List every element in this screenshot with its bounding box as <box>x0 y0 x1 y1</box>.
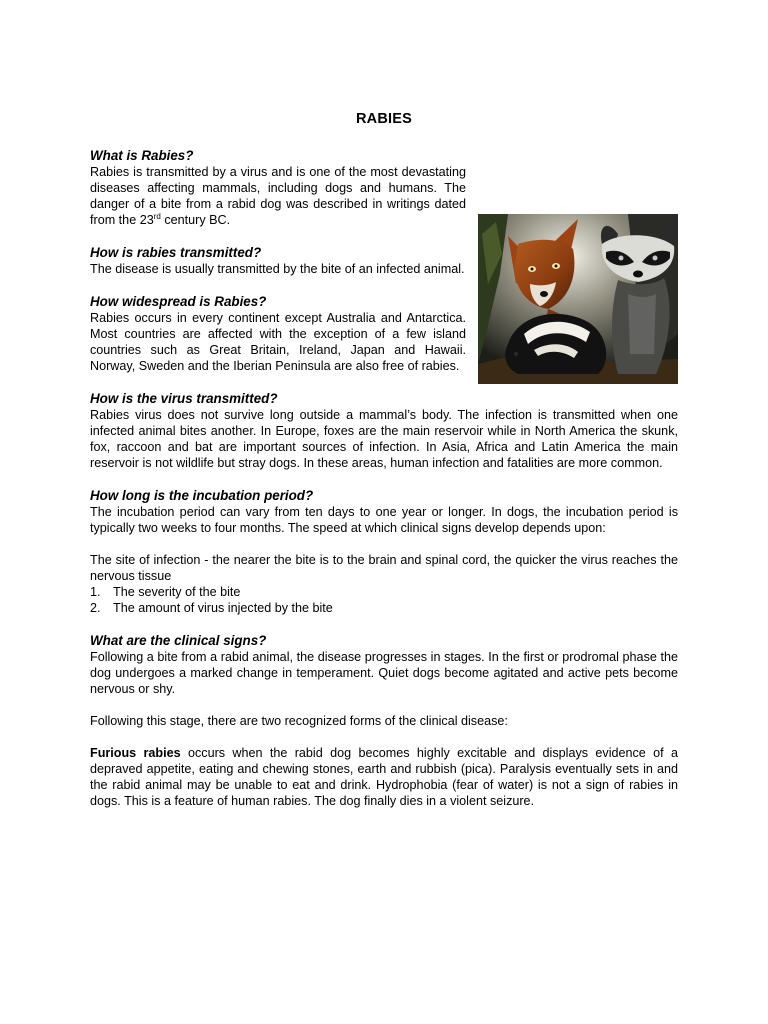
list-number: 2. <box>90 601 101 615</box>
list-item <box>90 600 678 616</box>
section-heading: How is the virus transmitted? <box>90 391 278 406</box>
section-how-widespread <box>90 293 466 374</box>
numbered-list <box>90 584 678 616</box>
section-text <box>90 745 678 809</box>
document-body <box>90 147 678 825</box>
section-heading: How widespread is Rabies? <box>90 294 267 309</box>
list-text: The amount of virus injected by the bite <box>113 601 333 615</box>
section-heading: What are the clinical signs? <box>90 633 267 648</box>
bold-term: Furious rabies <box>90 746 181 760</box>
section-how-transmitted <box>90 244 466 277</box>
section-text: The disease is usually transmitted by the bite of an infected animal. <box>90 262 465 276</box>
section-text: The site of infection - the nearer the bite is to the brain and spinal cord, the quicker the virus reaches the nervous tissue <box>90 553 678 583</box>
text-part: century BC. <box>160 213 231 227</box>
section-text: Following a bite from a rabid animal, the disease progresses in stages. In the first or prodromal phase the dog undergoes a marked change in temperament. Quiet dogs become agitated and active pets become nervous or shy. <box>90 650 678 696</box>
text-part: Rabies is transmitted by a virus and is one of the most devastating diseases affecting mammals, including dogs and humans. The danger of a bite from a rabid dog was described in writings dated from the 23 <box>90 165 466 227</box>
list-number: 1. <box>90 585 101 599</box>
animals-photo <box>478 214 678 384</box>
section-heading: What is Rabies? <box>90 148 194 163</box>
document-title: RABIES <box>356 111 412 127</box>
section-heading: How is rabies transmitted? <box>90 245 262 260</box>
section-virus-transmitted <box>90 390 678 471</box>
section-incubation-period <box>90 487 678 616</box>
section-text: Rabies occurs in every continent except Australia and Antarctica. Most countries are affected with the exception of a few island countries such as Great Britain, Ireland, Japan and Hawaii. Norway, Sweden and the Iberian Peninsula are also free of rabies. <box>90 311 466 373</box>
text-part: occurs when the rabid dog becomes highly excitable and displays evidence of a depraved appetite, eating and chewing stones, earth and rubbish (pica). Paralysis eventually sets in and the rabid animal may be unable to eat and drink. Hydrophobia (fear of water) is not a sign of rabies in dogs. This is a feature of human rabies. The dog finally dies in a violent seizure. <box>90 746 679 808</box>
list-text: The severity of the bite <box>113 585 241 599</box>
section-clinical-signs <box>90 632 678 809</box>
section-heading: How long is the incubation period? <box>90 488 314 503</box>
section-text: Rabies virus does not survive long outside a mammal’s body. The infection is transmitted when one infected animal bites another. In Europe, foxes are the main reservoir while in North America the skunk, fox, raccoon and bat are important sources of infection. In Asia, Africa and Latin America the main reservoir is not wildlife but stray dogs. In these areas, human infection and fatalities are more common. <box>90 408 678 470</box>
superscript: rd <box>153 212 161 221</box>
section-text: The incubation period can vary from ten days to one year or longer. In dogs, the incubation period is typically two weeks to four months. The speed at which clinical signs develop depends upon: <box>90 505 678 535</box>
section-text: Following this stage, there are two recognized forms of the clinical disease: <box>90 714 508 728</box>
list-item <box>90 584 678 600</box>
